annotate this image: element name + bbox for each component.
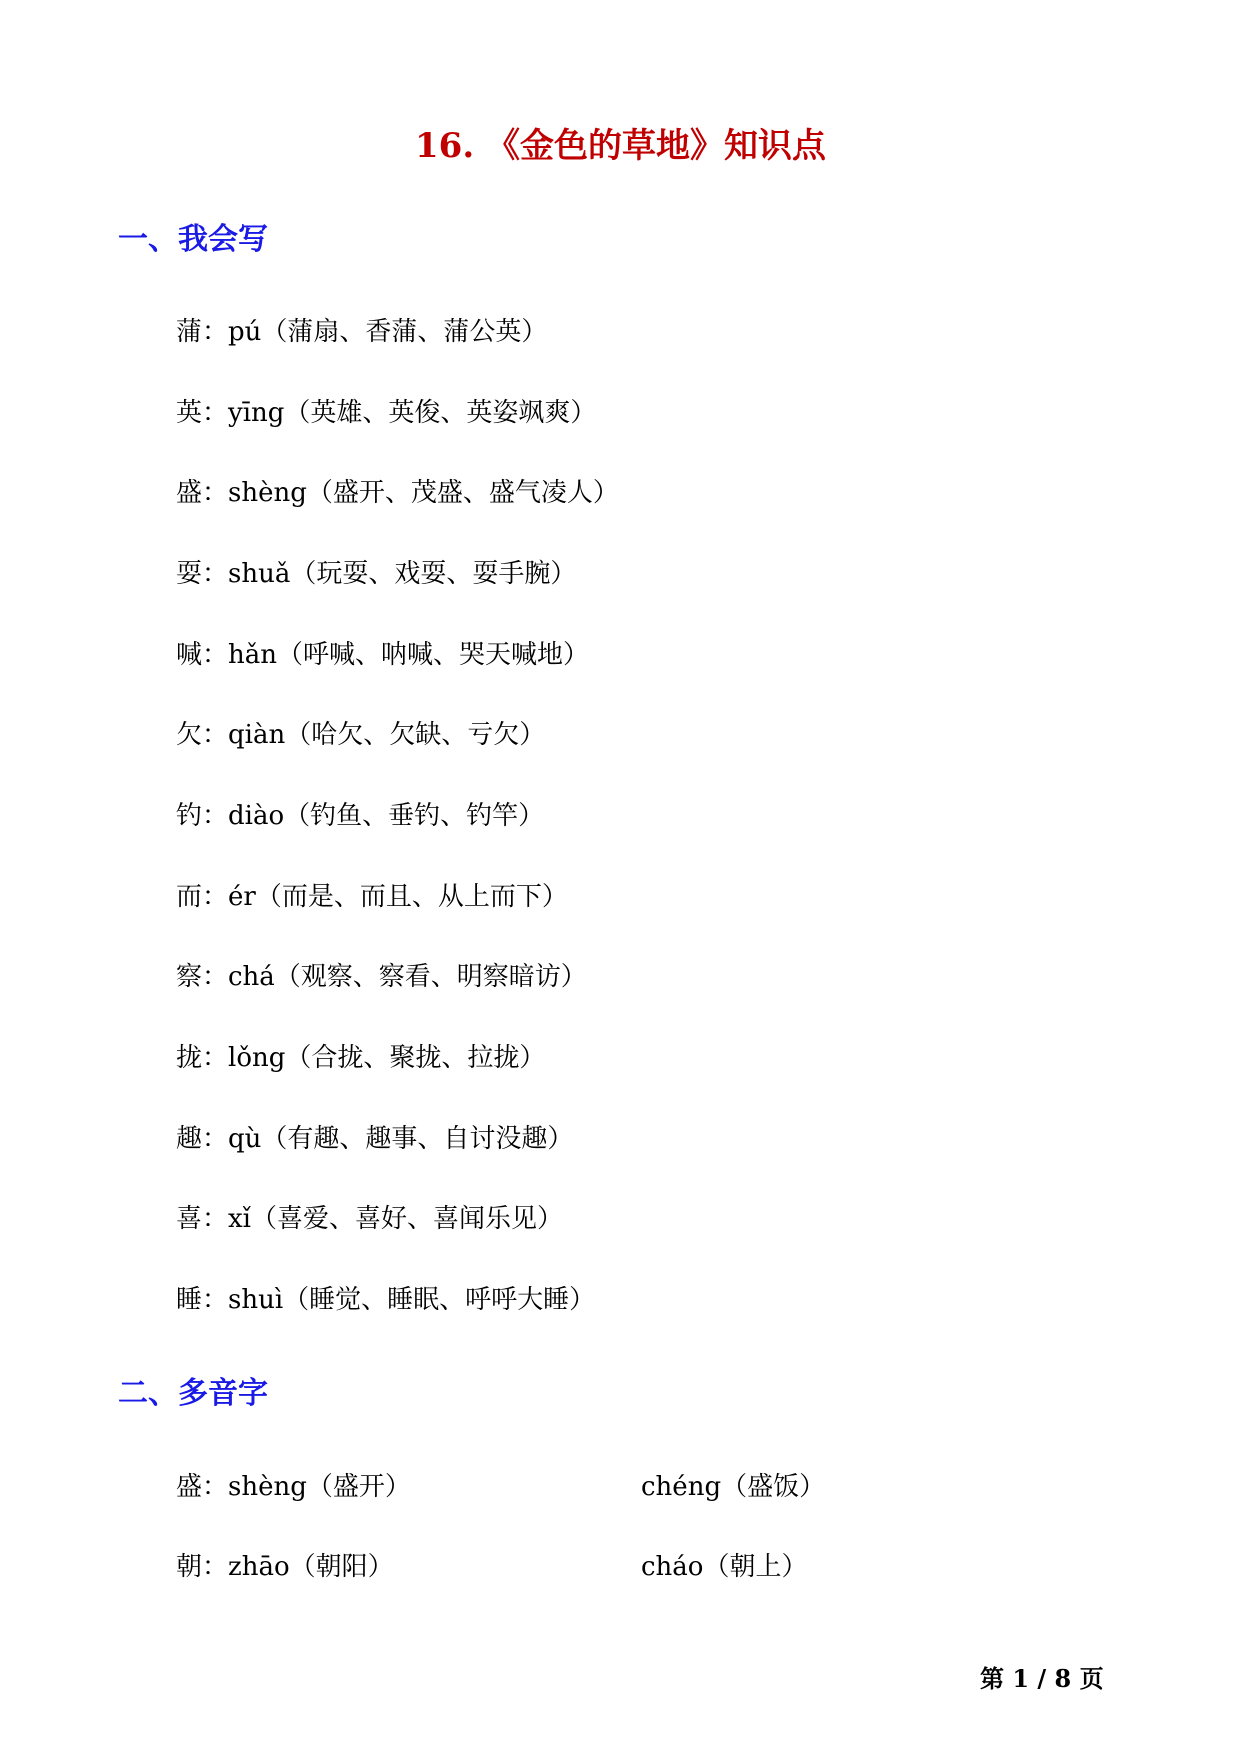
polyphone-reading-second: cháo（朝上） bbox=[641, 1552, 808, 1582]
polyphone-entry bbox=[176, 1469, 826, 1505]
vocab-entry: 而：ér（而是、而且、从上而下） bbox=[176, 882, 568, 912]
vocab-entry: 英：yīng（英雄、英俊、英姿飒爽） bbox=[176, 398, 597, 428]
vocab-entry: 趣：qù（有趣、趣事、自讨没趣） bbox=[176, 1124, 574, 1154]
vocab-entry: 察：chá（观察、察看、明察暗访） bbox=[176, 962, 587, 992]
section-heading-polyphones: 二、多音字 bbox=[118, 1376, 268, 1411]
vocab-entry: 喜：xǐ（喜爱、喜好、喜闻乐见） bbox=[176, 1204, 563, 1234]
polyphone-reading-second: chéng（盛饭） bbox=[641, 1472, 826, 1502]
vocab-entry: 蒲：pú（蒲扇、香蒲、蒲公英） bbox=[176, 317, 548, 347]
vocab-entry: 喊：hǎn（呼喊、呐喊、哭天喊地） bbox=[176, 640, 589, 670]
polyphone-entry bbox=[176, 1549, 808, 1585]
polyphone-reading-first: 朝：zhāo（朝阳） bbox=[176, 1552, 394, 1582]
vocab-entry: 拢：lǒng（合拢、聚拢、拉拢） bbox=[176, 1043, 546, 1073]
vocab-entry: 耍：shuǎ（玩耍、戏耍、耍手腕） bbox=[176, 559, 577, 589]
vocab-entry: 睡：shuì（睡觉、睡眠、呼呼大睡） bbox=[176, 1285, 596, 1315]
section-heading-write: 一、我会写 bbox=[118, 222, 268, 257]
vocab-entry: 欠：qiàn（哈欠、欠缺、亏欠） bbox=[176, 720, 546, 750]
page-title: 16. 《金色的草地》知识点 bbox=[415, 126, 826, 166]
vocab-entry: 盛：shèng（盛开、茂盛、盛气凌人） bbox=[176, 478, 619, 508]
vocab-entry: 钓：diào（钓鱼、垂钓、钓竿） bbox=[176, 801, 545, 831]
polyphone-reading-first: 盛：shèng（盛开） bbox=[176, 1472, 411, 1502]
page-number: 第 1 / 8 页 bbox=[980, 1664, 1104, 1693]
